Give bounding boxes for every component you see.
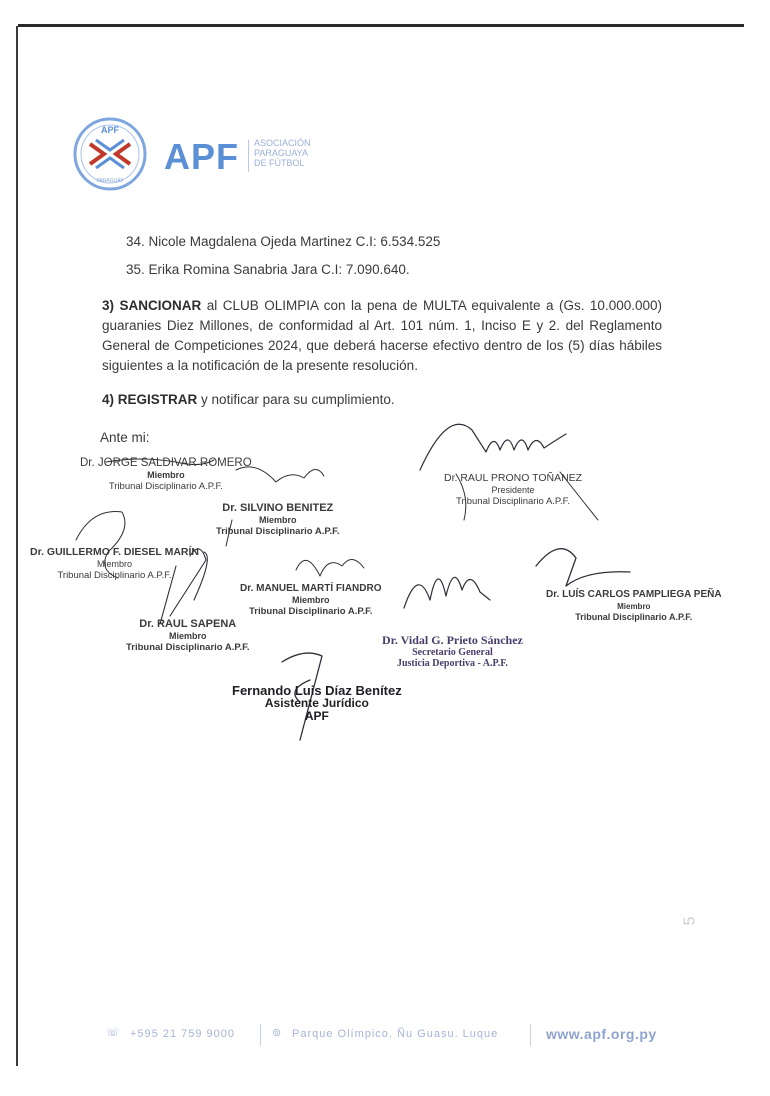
footer-address: Parque Olímpico. Ñu Guasu. Luque	[292, 1028, 499, 1040]
signatory-name: Dr. SILVINO BENITEZ	[222, 502, 334, 514]
footer-website-link[interactable]: www.apf.org.py	[546, 1026, 657, 1042]
logo-subtitle-line: DE FÚTBOL	[254, 158, 305, 168]
list-item: 34. Nicole Magdalena Ojeda Martinez C.I: 6.534.525	[126, 234, 441, 249]
item-number: 4)	[102, 392, 115, 407]
signatory-role: Asistente Jurídico	[264, 696, 369, 710]
signatory-org: Justicia Deportiva - A.P.F.	[396, 658, 508, 669]
signature-prono	[444, 472, 582, 507]
signatory-org: Tribunal Disciplinario A.P.F.	[126, 642, 250, 653]
logo-subtitle-line: ASOCIACIÓN	[254, 138, 311, 148]
list-item: 35. Erika Romina Sanabria Jara C.I: 7.090.640.	[126, 262, 410, 277]
signatory-role: Miembro	[617, 602, 651, 611]
page-number: 5	[681, 916, 699, 926]
item-text: y notificar para su cumplimiento.	[197, 392, 395, 407]
signatory-name: Dr. RAUL SAPENA	[139, 618, 237, 630]
item-text: al CLUB OLIMPIA con la pena de MULTA equivalente a (Gs. 10.000.000) guaranies Diez Millones, de conformidad al Art. 101 núm. 1, Inciso E y 2. del Reglamento General de Competiciones 2024, que deberá hacerse efectivo dentro de los (5) días hábiles siguientes a la notificación de la presente resolución.	[102, 298, 662, 373]
signatory-name: Fernando Luis Díaz Benítez	[232, 683, 402, 698]
signatory-org: Tribunal Disciplinario A.P.F.	[248, 606, 373, 617]
signatory-name: Dr. JORGE SALDIVAR ROMERO	[80, 457, 252, 469]
apf-wordmark: APF	[164, 136, 239, 177]
signatory-org: Tribunal Disciplinario A.P.F.	[456, 496, 571, 507]
signatory-org: Tribunal Disciplinario A.P.F.	[575, 612, 693, 622]
signatory-org: Tribunal Disciplinario A.P.F.	[216, 526, 340, 537]
signatory-role: Miembro	[169, 631, 207, 641]
signature-romero	[80, 457, 252, 492]
signature-fiandro	[240, 582, 381, 617]
item-keyword: SANCIONAR	[119, 298, 202, 313]
signature-prieto	[382, 634, 523, 669]
signatory-role: Miembro	[96, 559, 132, 569]
signatory-name: Dr. Vidal G. Prieto Sánchez	[382, 633, 523, 647]
signatory-role: Miembro	[147, 470, 185, 480]
signatory-role: Secretario General	[412, 647, 493, 658]
signatory-role: Miembro	[291, 595, 330, 605]
footer	[100, 1024, 680, 1048]
signature-sapena	[126, 618, 250, 653]
badge-text: APF	[101, 125, 119, 135]
phone-icon: ☏	[106, 1027, 121, 1039]
footer-phone: +595 21 759 9000	[130, 1028, 236, 1040]
signatory-role: Miembro	[259, 515, 297, 525]
logo-subtitle-line: PARAGUAYA	[254, 148, 309, 158]
item-number: 3)	[102, 298, 115, 313]
signature-benitez	[216, 502, 340, 537]
signatory-org: APF	[304, 709, 329, 723]
footer-divider	[530, 1024, 531, 1046]
signatory-name: Dr. GUILLERMO F. DIESEL MARÍN	[30, 546, 199, 558]
signatory-org: Tribunal Disciplinario A.P.F.	[57, 570, 172, 581]
signature-diaz	[232, 684, 402, 723]
signatory-org: Tribunal Disciplinario A.P.F.	[108, 481, 223, 492]
signature-pampliega	[546, 588, 722, 623]
signatory-role: Presidente	[491, 485, 535, 495]
badge-bottom-text: PARAGUAY	[96, 178, 124, 184]
location-pin-icon: ⊚	[272, 1027, 283, 1039]
signatory-name: Dr. MANUEL MARTÍ FIANDRO	[240, 583, 382, 594]
signature-diesel	[30, 546, 199, 581]
signatory-name: Dr. LUÍS CARLOS PAMPLIEGA PEÑA	[546, 589, 722, 600]
footer-divider	[260, 1024, 261, 1046]
ante-mi-label: Ante mi:	[100, 430, 150, 445]
item-keyword: REGISTRAR	[117, 392, 198, 407]
signatory-name: Dr. RAUL PRONO TOÑANEZ	[444, 472, 583, 484]
